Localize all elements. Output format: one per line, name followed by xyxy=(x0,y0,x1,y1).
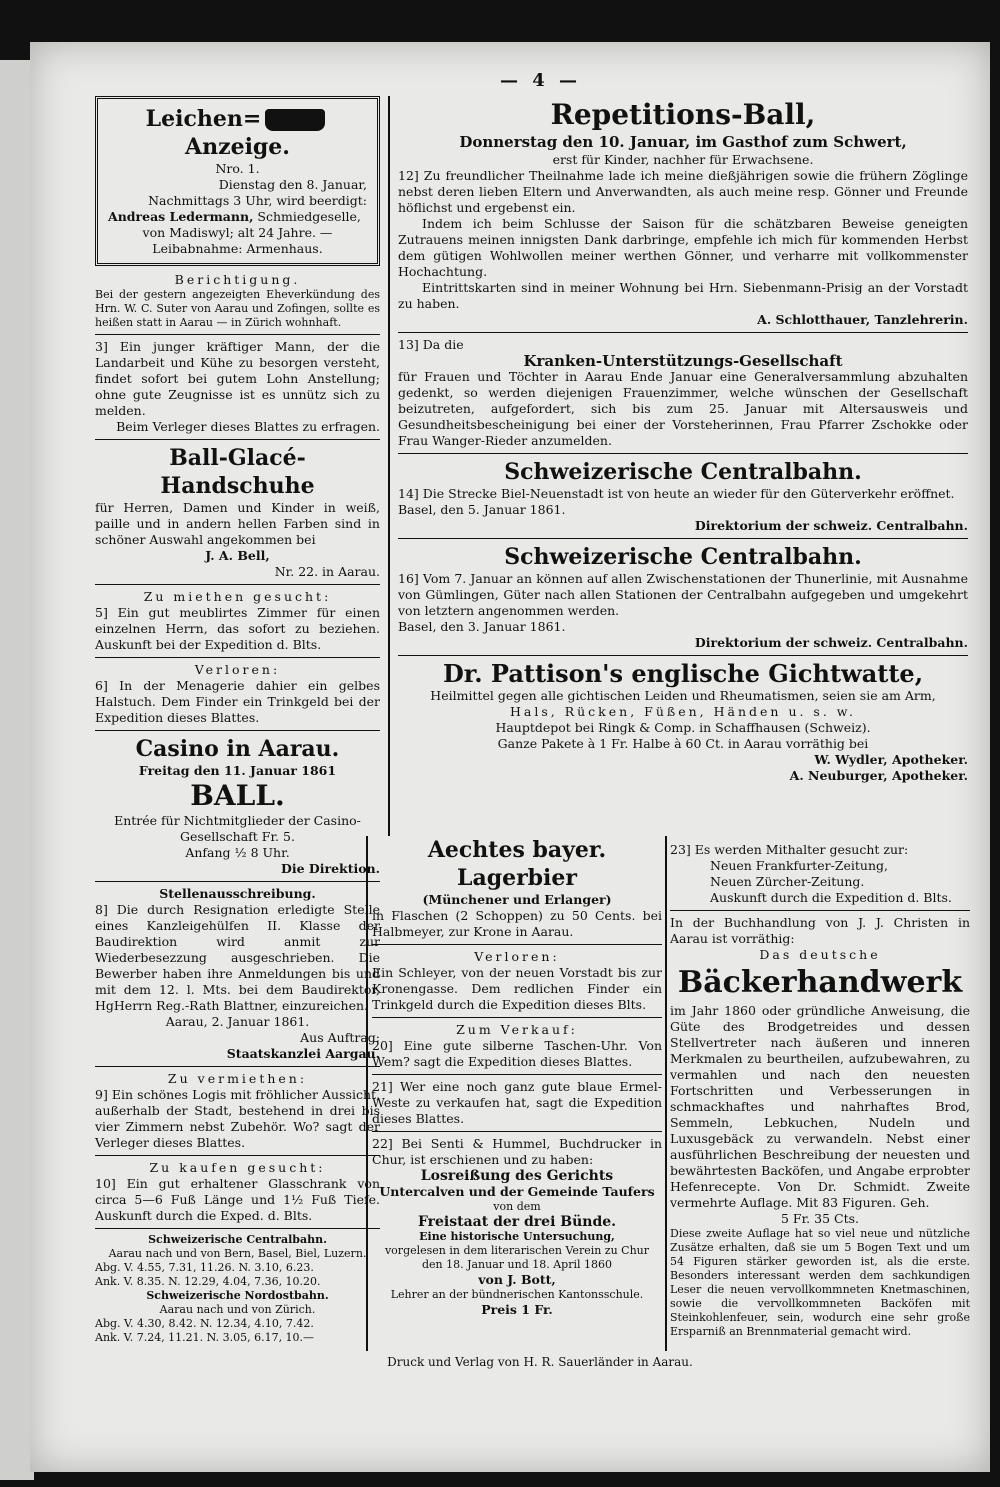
agents-l3: Auskunft durch die Expedition d. Blts. xyxy=(710,890,952,905)
pattison-l2: Hals, Rücken, Füßen, Händen u. s. w. xyxy=(510,704,856,719)
casino-ball: BALL. xyxy=(190,779,285,812)
timetable-central-arr: Ank. V. 8.35. N. 12.29, 4.04, 7.36, 10.20. xyxy=(95,1275,321,1288)
divider xyxy=(95,1066,380,1067)
ball-glace-merchant: J. A. Bell, xyxy=(205,548,270,563)
pattison-l3: Hauptdepot bei Ringk & Comp. in Schaffhausen (Schweiz). xyxy=(495,720,871,735)
divider xyxy=(95,1228,380,1229)
divider xyxy=(398,655,968,656)
pattison-l1: Heilmittel gegen alle gichtischen Leiden und Rheumatismen, seien sie am Arm, xyxy=(430,688,936,703)
pattison-l4: Ganze Pakete à 1 Fr. Halbe à 60 Ct. in Aarau vorräthig bei xyxy=(497,736,869,751)
book-t8: von J. Bott, xyxy=(478,1272,556,1287)
divider xyxy=(95,584,380,585)
agents-l1: Neuen Frankfurter-Zeitung, xyxy=(710,858,888,873)
baker-pre: Das deutsche xyxy=(759,947,881,962)
central-1-sign: Direktorium der schweiz. Centralbahn. xyxy=(694,518,968,533)
divider xyxy=(670,910,970,911)
timetable-nordost-sub: Aarau nach und von Zürich. xyxy=(159,1303,316,1316)
casino-date: Freitag den 11. Januar 1861 xyxy=(138,763,337,778)
timetable-nordost-title: Schweizerische Nordostbahn. xyxy=(146,1289,329,1302)
book-t1: Losreißung des Gerichts xyxy=(420,1168,614,1184)
divider xyxy=(372,1131,662,1132)
divider xyxy=(398,453,968,454)
repetition-ball-title: Repetitions-Ball, xyxy=(550,98,816,131)
lost-title: Verloren: xyxy=(194,662,281,677)
divider xyxy=(398,538,968,539)
ad-3-footer: Beim Verleger dieses Blattes zu erfragen. xyxy=(116,419,380,434)
obituary-time: Nachmittags 3 Uhr, wird beerdigt: xyxy=(148,193,367,208)
lost-text: 6] In der Menagerie dahier ein gelbes Halstuch. Dem Finder ein Trinkgeld bei der Expedition dieses Blattes. xyxy=(95,678,380,725)
sale-text: 20] Eine gute silberne Taschen-Uhr. Von Wem? sagt die Expedition dieses Blattes. xyxy=(372,1038,662,1069)
book-price: Preis 1 Fr. xyxy=(481,1302,553,1317)
central-1-place: Basel, den 5. Januar 1861. xyxy=(398,502,566,517)
job-place: Aarau, 2. Januar 1861. xyxy=(165,1014,310,1029)
agents-text: 23] Es werden Mithalter gesucht zur: xyxy=(670,842,909,857)
page-number: — 4 — xyxy=(500,70,582,91)
timetable-nordost-arr: Ank. V. 7.24, 11.21. N. 3.05, 6.17, 10.— xyxy=(95,1331,315,1344)
obituary-desc2: von Madiswyl; alt 24 Jahre. — xyxy=(142,225,333,240)
ball-glace-address: Nr. 22. in Aarau. xyxy=(274,564,380,579)
divider xyxy=(95,1155,380,1156)
divider xyxy=(95,657,380,658)
right-column xyxy=(398,98,968,784)
ball-glace-title: Ball-Glacé-Handschuhe xyxy=(160,445,315,499)
obituary-notice xyxy=(95,96,380,266)
sick-fund-text: für Frauen und Töchter in Aarau Ende Januar eine Generalversammlung abzuhalten gedenkt, so werden diejenigen Frauenzimmer, welche wünschen der Gesellschaft beizutreten, aufgefordert, sich bis zum 25. Januar mit Altersausweis und Gesundheitsbescheinigung bei einer der Vorsteherinnen, Frau Pfarrer Zschokke oder Frau Wanger-Rieder anzumelden. xyxy=(398,369,968,448)
imprint-footer: Druck und Verlag von H. R. Sauerländer in Aarau. xyxy=(387,1355,693,1369)
pattison-s2: A. Neuburger, Apotheker. xyxy=(789,768,968,783)
column-rule-lower-right xyxy=(665,836,667,1351)
repetition-ball-p3: Eintrittskarten sind in meiner Wohnung bei Hrn. Siebenmann-Prisig an der Vorstadt zu haben. xyxy=(398,280,968,311)
job-title: Stellenausschreibung. xyxy=(159,886,316,901)
beer-text: in Flaschen (2 Schoppen) zu 50 Cents. bei Halbmeyer, zur Krone in Aarau. xyxy=(372,908,662,939)
divider xyxy=(95,439,380,440)
ad-3-text: 3] Ein junger kräftiger Mann, der die Landarbeit und Kühe zu besorgen versteht, findet sofort bei gutem Lohn Anstellung; ohne gute Zeugnisse ist es unnütz sich zu melden. xyxy=(95,339,380,418)
obituary-title-b: Anzeige. xyxy=(185,134,290,160)
job-text: 8] Die durch Resignation erledigte Stelle eines Kanzleigehülfen II. Klasse der Baudirektion wird anmit zur Wiederbesezzung ausgeschrieben. Die Bewerber haben ihre Anmeldungen bis und mit dem 12. l. Mts. bei dem Baudirektor, HgHerrn Reg.-Rath Blattner, einzureichen. xyxy=(95,902,380,1013)
lost-2-text: Ein Schleyer, von der neuen Vorstadt bis zur Kronengasse. Dem redlichen Finder ein Trinkgeld durch die Expedition dieses Blts. xyxy=(372,965,662,1012)
divider xyxy=(372,1017,662,1018)
repetition-ball-p1: 12] Zu freundlicher Theilnahme lade ich meine dießjährigen sowie die frühern Zöglinge nebst deren lieben Eltern und Anverwandten, als auch meine resp. Gönner und Freunde höflichst und ergebenst ein. xyxy=(398,168,968,215)
correction-title: Berichtigung. xyxy=(174,272,301,287)
obituary-desc1: Schmiedgeselle, xyxy=(257,209,361,224)
divider xyxy=(95,881,380,882)
correction-text: Bei der gestern angezeigten Eheverkündung des Hrn. W. C. Suter von Aarau und Zofingen, sollte es heißen statt in Aarau — in Zürich wohnhaft. xyxy=(95,288,380,329)
rent-wanted-title: Zu miethen gesucht: xyxy=(143,589,332,604)
sale-title: Zum Verkauf: xyxy=(456,1022,578,1037)
divider xyxy=(372,1074,662,1075)
job-by: Aus Auftrag: xyxy=(300,1030,380,1045)
obituary-date: Dienstag den 8. Januar, xyxy=(218,177,367,192)
pattison-s1: W. Wydler, Apotheker. xyxy=(814,752,968,767)
coffin-icon xyxy=(265,109,325,131)
to-rent-text: 9] Ein schönes Logis mit fröhlicher Aussicht, außerhalb der Stadt, bestehend in drei bis vier Zimmern nebst Zubehör. Wo? sagt der Verleger dieses Blattes. xyxy=(95,1087,380,1150)
book-t6: vorgelesen in dem literarischen Verein zu Chur xyxy=(384,1244,650,1257)
book-t9: Lehrer an der bündnerischen Kantonsschule. xyxy=(390,1288,644,1301)
job-sign: Staatskanzlei Aargau. xyxy=(226,1046,380,1061)
sick-fund-title: Kranken-Unterstützungs-Gesellschaft xyxy=(523,352,843,370)
repetition-ball-sub: Donnerstag den 10. Januar, im Gasthof zum Schwert, xyxy=(459,133,907,151)
baker-lead: In der Buchhandlung von J. J. Christen in Aarau ist vorräthig: xyxy=(670,915,970,946)
casino-entry: Entrée für Nichtmitglieder der Casino-Gesellschaft Fr. 5. xyxy=(114,813,361,844)
central-2-sign: Direktorium der schweiz. Centralbahn. xyxy=(694,635,968,650)
book-lead: 22] Bei Senti & Hummel, Buchdrucker in Chur, ist erschienen und zu haben: xyxy=(372,1136,662,1167)
obituary-title-a: Leichen= xyxy=(145,106,262,132)
timetable-central-dep: Abg. V. 4.55, 7.31, 11.26. N. 3.10, 6.23. xyxy=(95,1261,314,1274)
timetable-nordost-dep: Abg. V. 4.30, 8.42. N. 12.34, 4.10, 7.42. xyxy=(95,1317,314,1330)
to-rent-title: Zu vermiethen: xyxy=(167,1071,308,1086)
book-t2: Untercalven und der Gemeinde Taufers xyxy=(379,1184,655,1199)
divider xyxy=(398,332,968,333)
repetition-ball-sign: A. Schlotthauer, Tanzlehrerin. xyxy=(757,312,968,327)
book-t4: Freistaat der drei Bünde. xyxy=(417,1214,617,1230)
beer-title: Aechtes bayer. Lagerbier xyxy=(427,837,607,891)
to-buy-title: Zu kaufen gesucht: xyxy=(149,1160,326,1175)
sick-fund-lead: 13] Da die xyxy=(398,337,464,352)
book-t5: Eine historische Untersuchung, xyxy=(419,1230,615,1243)
central-1-title: Schweizerische Centralbahn. xyxy=(504,459,862,485)
book-t7: den 18. Januar und 18. April 1860 xyxy=(421,1258,613,1271)
obituary-name: Andreas Ledermann, xyxy=(108,209,254,224)
timetable-central-sub: Aarau nach und von Bern, Basel, Biel, Luzern. xyxy=(108,1247,367,1260)
casino-start: Anfang ½ 8 Uhr. xyxy=(185,845,290,860)
baker-title: Bäckerhandwerk xyxy=(677,965,963,1000)
baker-text: im Jahr 1860 oder gründliche Anweisung, die Güte des Brodgetreides und dessen Stellvertreter nach äußeren und inneren Merkmalen zu beurtheilen, aufzubewahren, zu vermahlen und nach den neuesten Fortschritten und Verbesserungen in schmackhaftes und nahrhaftes Brod, Semmeln, Lebkuchen, Nudeln und Luxusgebäck zu verwandeln. Nebst einer ausführlichen Beschreibung der neuesten und bewährtesten Backöfen, und Angabe erprobter Hefenrecepte. Von Dr. Schmidt. Zweite vermehrte Auflage. Mit 83 Figuren. Geh. xyxy=(670,1003,970,1210)
timetable-central-title: Schweizerische Centralbahn. xyxy=(148,1233,327,1246)
rent-wanted-text: 5] Ein gut meublirtes Zimmer für einen einzelnen Herrn, das sofort zu beziehen. Auskunft bei der Expedition d. Blts. xyxy=(95,605,380,652)
baker-price: 5 Fr. 35 Cts. xyxy=(780,1211,859,1226)
vest-text: 21] Wer eine noch ganz gute blaue Ermel-Weste zu verkaufen hat, sagt die Expedition dieses Blattes. xyxy=(372,1079,662,1126)
pattison-title: Dr. Pattison's englische Gichtwatte, xyxy=(442,659,924,688)
repetition-ball-p2: Indem ich beim Schlusse der Saison für die schätzbaren Beweise geneigten Zutrauens meinen innigsten Dank darbringe, empfehle ich mich für kommenden Herbst dem gütigen Wohlwollen meiner werthen Gönner, und verharre mit vollkommenster Hochachtung. xyxy=(398,216,968,279)
central-2-place: Basel, den 3. Januar 1861. xyxy=(398,619,566,634)
lost-2-title: Verloren: xyxy=(474,949,560,964)
repetition-ball-sub2: erst für Kinder, nachher für Erwachsene. xyxy=(552,152,814,167)
to-buy-text: 10] Ein gut erhaltener Glasschrank von circa 5—6 Fuß Länge und 1½ Fuß Tiefe. Auskunft durch die Exped. d. Blts. xyxy=(95,1176,380,1223)
agents-l2: Neuen Zürcher-Zeitung. xyxy=(710,874,865,889)
lower-right-column xyxy=(670,842,970,1339)
divider xyxy=(95,730,380,731)
beer-sub: (Münchener und Erlanger) xyxy=(422,892,612,907)
obituary-desc3: Leibabnahme: Armenhaus. xyxy=(152,241,323,256)
baker-note: Diese zweite Auflage hat so viel neue und nützliche Zusätze erhalten, daß sie um 5 Bogen Text und um 54 Figuren stärker geworden ist, als die erste. Besonders interessant werden dem sachkundigen Leser die neuen vervollkommneten Knetmaschinen, sowie die vervollkommneten Backöfen mit Steinkohlenfeuer, sein, wodurch eine sehr große Ersparniß an Brennmaterial gemacht wird. xyxy=(670,1227,970,1338)
ball-glace-text: für Herren, Damen und Kinder in weiß, paille und in andern hellen Farben sind in schöner Auswahl angekommen bei xyxy=(95,500,380,547)
column-rule-main xyxy=(388,96,390,836)
page-edge xyxy=(0,60,34,1480)
central-1-text: 14] Die Strecke Biel-Neuenstadt ist von heute an wieder für den Güterverkehr eröffnet. xyxy=(398,486,955,501)
casino-sign: Die Direktion. xyxy=(281,861,380,876)
book-t3: von dem xyxy=(493,1200,541,1213)
divider xyxy=(95,334,380,335)
casino-title: Casino in Aarau. xyxy=(135,736,340,762)
obituary-number: Nro. 1. xyxy=(215,161,260,176)
divider xyxy=(372,944,662,945)
central-2-title: Schweizerische Centralbahn. xyxy=(504,544,862,570)
central-2-text: 16] Vom 7. Januar an können auf allen Zwischenstationen der Thunerlinie, mit Ausnahme von Gümlingen, Güter nach allen Stationen der Centralbahn aufgegeben und umgekehrt von letztern angenommen werden. xyxy=(398,571,968,618)
left-column xyxy=(95,96,380,1345)
lower-middle-column xyxy=(372,836,662,1318)
